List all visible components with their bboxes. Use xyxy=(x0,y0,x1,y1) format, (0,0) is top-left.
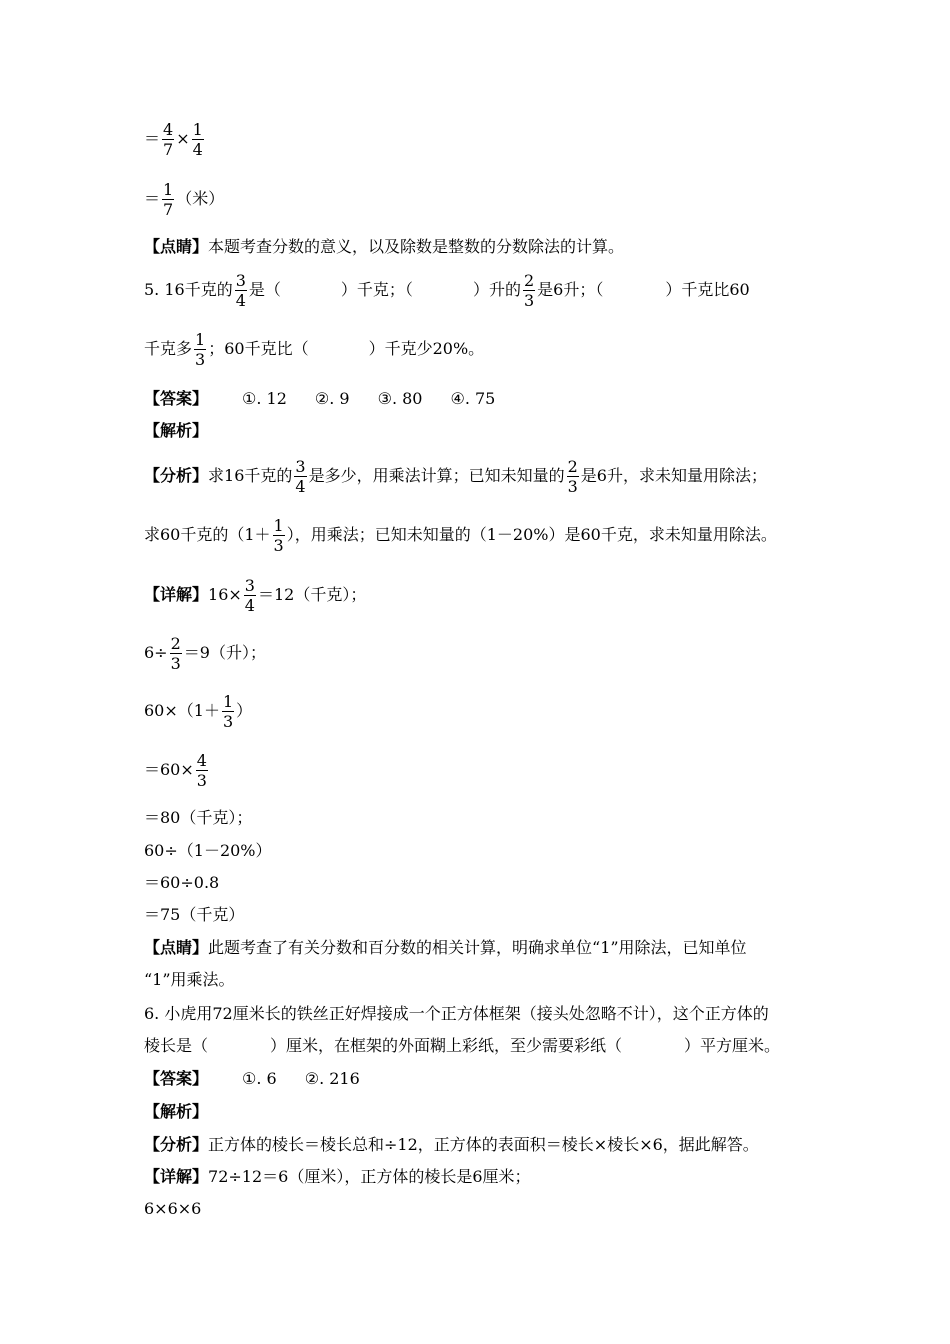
fraction: $\frac{1}{7}$ xyxy=(163,180,174,219)
fraction: $\frac{3}{4}$ xyxy=(235,271,246,310)
eq-line-1 xyxy=(144,120,206,159)
q6-answer: 【答案】 ①. 6 ②. 216 xyxy=(144,1069,360,1088)
fraction: $\frac{1}{4}$ xyxy=(192,120,203,159)
fraction: $\frac{1}{3}$ xyxy=(195,330,206,369)
q6-detail-line-2: 6×6×6 xyxy=(144,1199,202,1218)
q5-detail-line-8: ＝75（千克） xyxy=(144,905,245,924)
q5-detail-line-1: 【详解】16× $\frac{3}{4}$ ＝12（千克）； xyxy=(144,576,367,615)
q5-detail-line-6: 60÷（1－20%） xyxy=(144,841,272,860)
fraction: $\frac{1}{3}$ xyxy=(222,692,234,731)
q6-detail-line-1: 【详解】72÷12＝6（厘米），正方体的棱长是6厘米； xyxy=(144,1167,531,1186)
fraction: $\frac{2}{3}$ xyxy=(567,457,578,496)
times-sign: × xyxy=(176,129,190,148)
q5-analysis-tag: 【解析】 xyxy=(144,421,209,440)
fraction: $\frac{2}{3}$ xyxy=(170,634,181,673)
q5-analysis-line-2: 求60千克的（1＋ $\frac{1}{3}$ ），用乘法；已知未知量的（1－20%）是60千克，求未知量用除法。 xyxy=(144,516,777,555)
fraction: $\frac{4}{7}$ xyxy=(163,120,174,159)
equals-sign: ＝ xyxy=(144,129,161,148)
q6-analysis-line: 【分析】正方体的棱长＝棱长总和÷12，正方体的表面积＝棱长×棱长×6，据此解答。 xyxy=(144,1135,759,1154)
q5-answer: 【答案】 ①. 12 ②. 9 ③. 80 ④. 75 xyxy=(144,389,496,408)
eq-line-2: ＝ $\frac{1}{7}$ （米） xyxy=(144,180,225,219)
q5-detail-line-4: ＝60× $\frac{4}{3}$ xyxy=(144,751,207,790)
q5-stem-line-2: 千克多 $\frac{1}{3}$ ；60千克比（ ）千克少20%。 xyxy=(144,330,485,369)
fraction: $\frac{2}{3}$ xyxy=(523,271,535,310)
remark-line: 【点睛】本题考查分数的意义，以及除数是整数的分数除法的计算。 xyxy=(144,237,625,256)
q6-analysis-tag: 【解析】 xyxy=(144,1102,209,1121)
q5-detail-line-5: ＝80（千克）； xyxy=(144,808,253,827)
q5-detail-line-3: 60×（1＋ $\frac{1}{3}$ ） xyxy=(144,692,253,731)
q5-remark-line-1: 【点睛】此题考查了有关分数和百分数的相关计算，明确求单位“1”用除法，已知单位 xyxy=(144,938,747,957)
fraction: $\frac{1}{3}$ xyxy=(273,516,284,555)
q6-stem-line-1: 6. 小虎用72厘米长的铁丝正好焊接成一个正方体框架（接头处忽略不计），这个正方体的 xyxy=(144,1004,769,1023)
q6-stem-line-2: 棱长是（ ）厘米，在框架的外面糊上彩纸，至少需要彩纸（ ）平方厘米。 xyxy=(144,1036,781,1055)
fraction: $\frac{4}{3}$ xyxy=(196,751,207,790)
q5-detail-line-2: 6÷ $\frac{2}{3}$ ＝9（升）； xyxy=(144,634,266,673)
fraction: $\frac{3}{4}$ xyxy=(295,457,306,496)
q5-stem-line-1: 5. 16千克的 $\frac{3}{4}$ 是（ ）千克；（ ）升的 $\frac{2}{3}$ 是6升；（ ）千克比60 xyxy=(144,271,750,310)
fraction: $\frac{3}{4}$ xyxy=(244,576,255,615)
q5-analysis-line-1: 【分析】求16千克的 $\frac{3}{4}$ 是多少，用乘法计算；已知未知量的 $\frac{2}{3}$ 是6升，求未知量用除法； xyxy=(144,457,767,496)
q5-remark-line-2: “1”用乘法。 xyxy=(144,970,235,989)
q5-detail-line-7: ＝60÷0.8 xyxy=(144,873,220,892)
